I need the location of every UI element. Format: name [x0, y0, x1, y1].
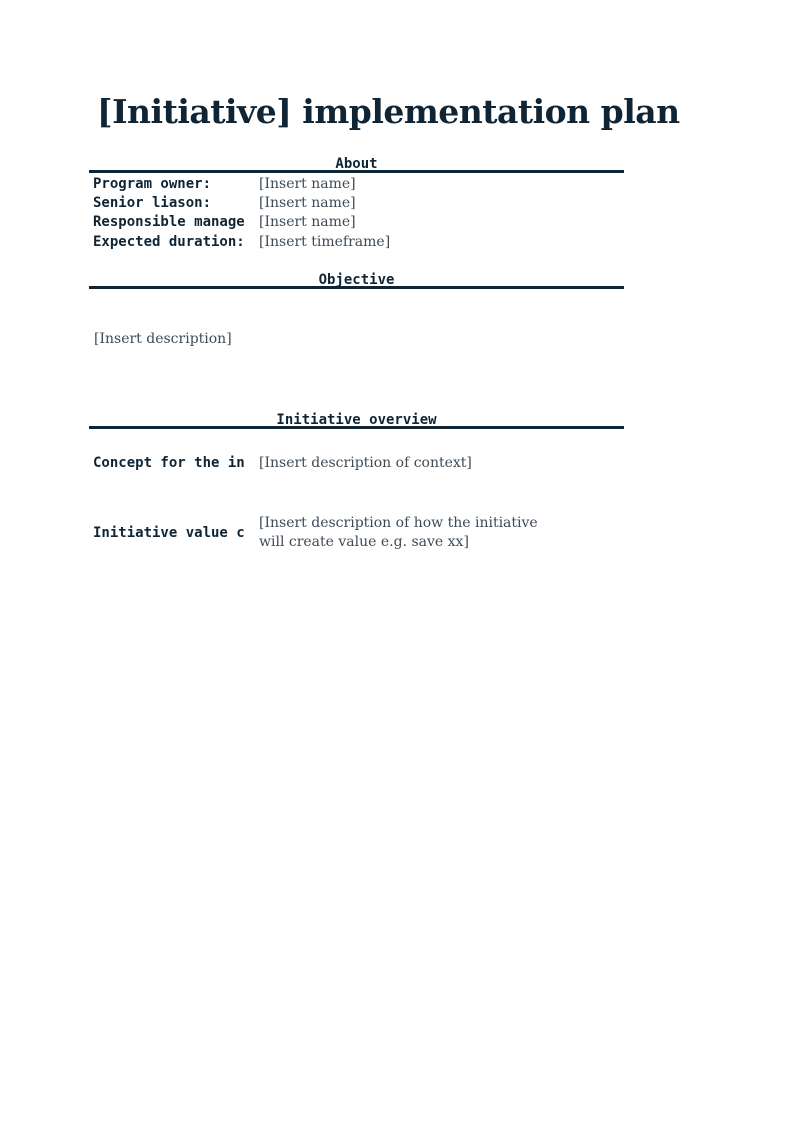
overview-heading: Initiative overview [276, 412, 437, 428]
concept-label: Concept for the in [93, 455, 245, 471]
senior-liason-label: Senior liason: [93, 195, 212, 211]
overview-divider [89, 426, 624, 429]
about-divider [89, 170, 624, 173]
objective-heading: Objective [318, 272, 395, 288]
about-heading: About [335, 156, 378, 172]
page-title: [Initiative] implementation plan [97, 92, 680, 131]
objective-description[interactable]: [Insert description] [94, 331, 232, 347]
responsible-manager-value[interactable]: [Insert name] [259, 214, 356, 230]
senior-liason-value[interactable]: [Insert name] [259, 195, 356, 211]
objective-divider [89, 286, 624, 289]
initiative-value-label: Initiative value c [93, 525, 245, 541]
program-owner-value[interactable]: [Insert name] [259, 176, 356, 192]
concept-value[interactable]: [Insert description of context] [259, 455, 472, 471]
initiative-value-description[interactable] [259, 514, 604, 552]
initiative-value-line-2: will create value e.g. save xx] [259, 534, 469, 550]
initiative-value-line-1: [Insert description of how the initiative [259, 515, 538, 531]
responsible-manager-label: Responsible manage [93, 214, 245, 230]
program-owner-label: Program owner: [93, 176, 212, 192]
expected-duration-label: Expected duration: [93, 234, 245, 250]
expected-duration-value[interactable]: [Insert timeframe] [259, 234, 391, 250]
